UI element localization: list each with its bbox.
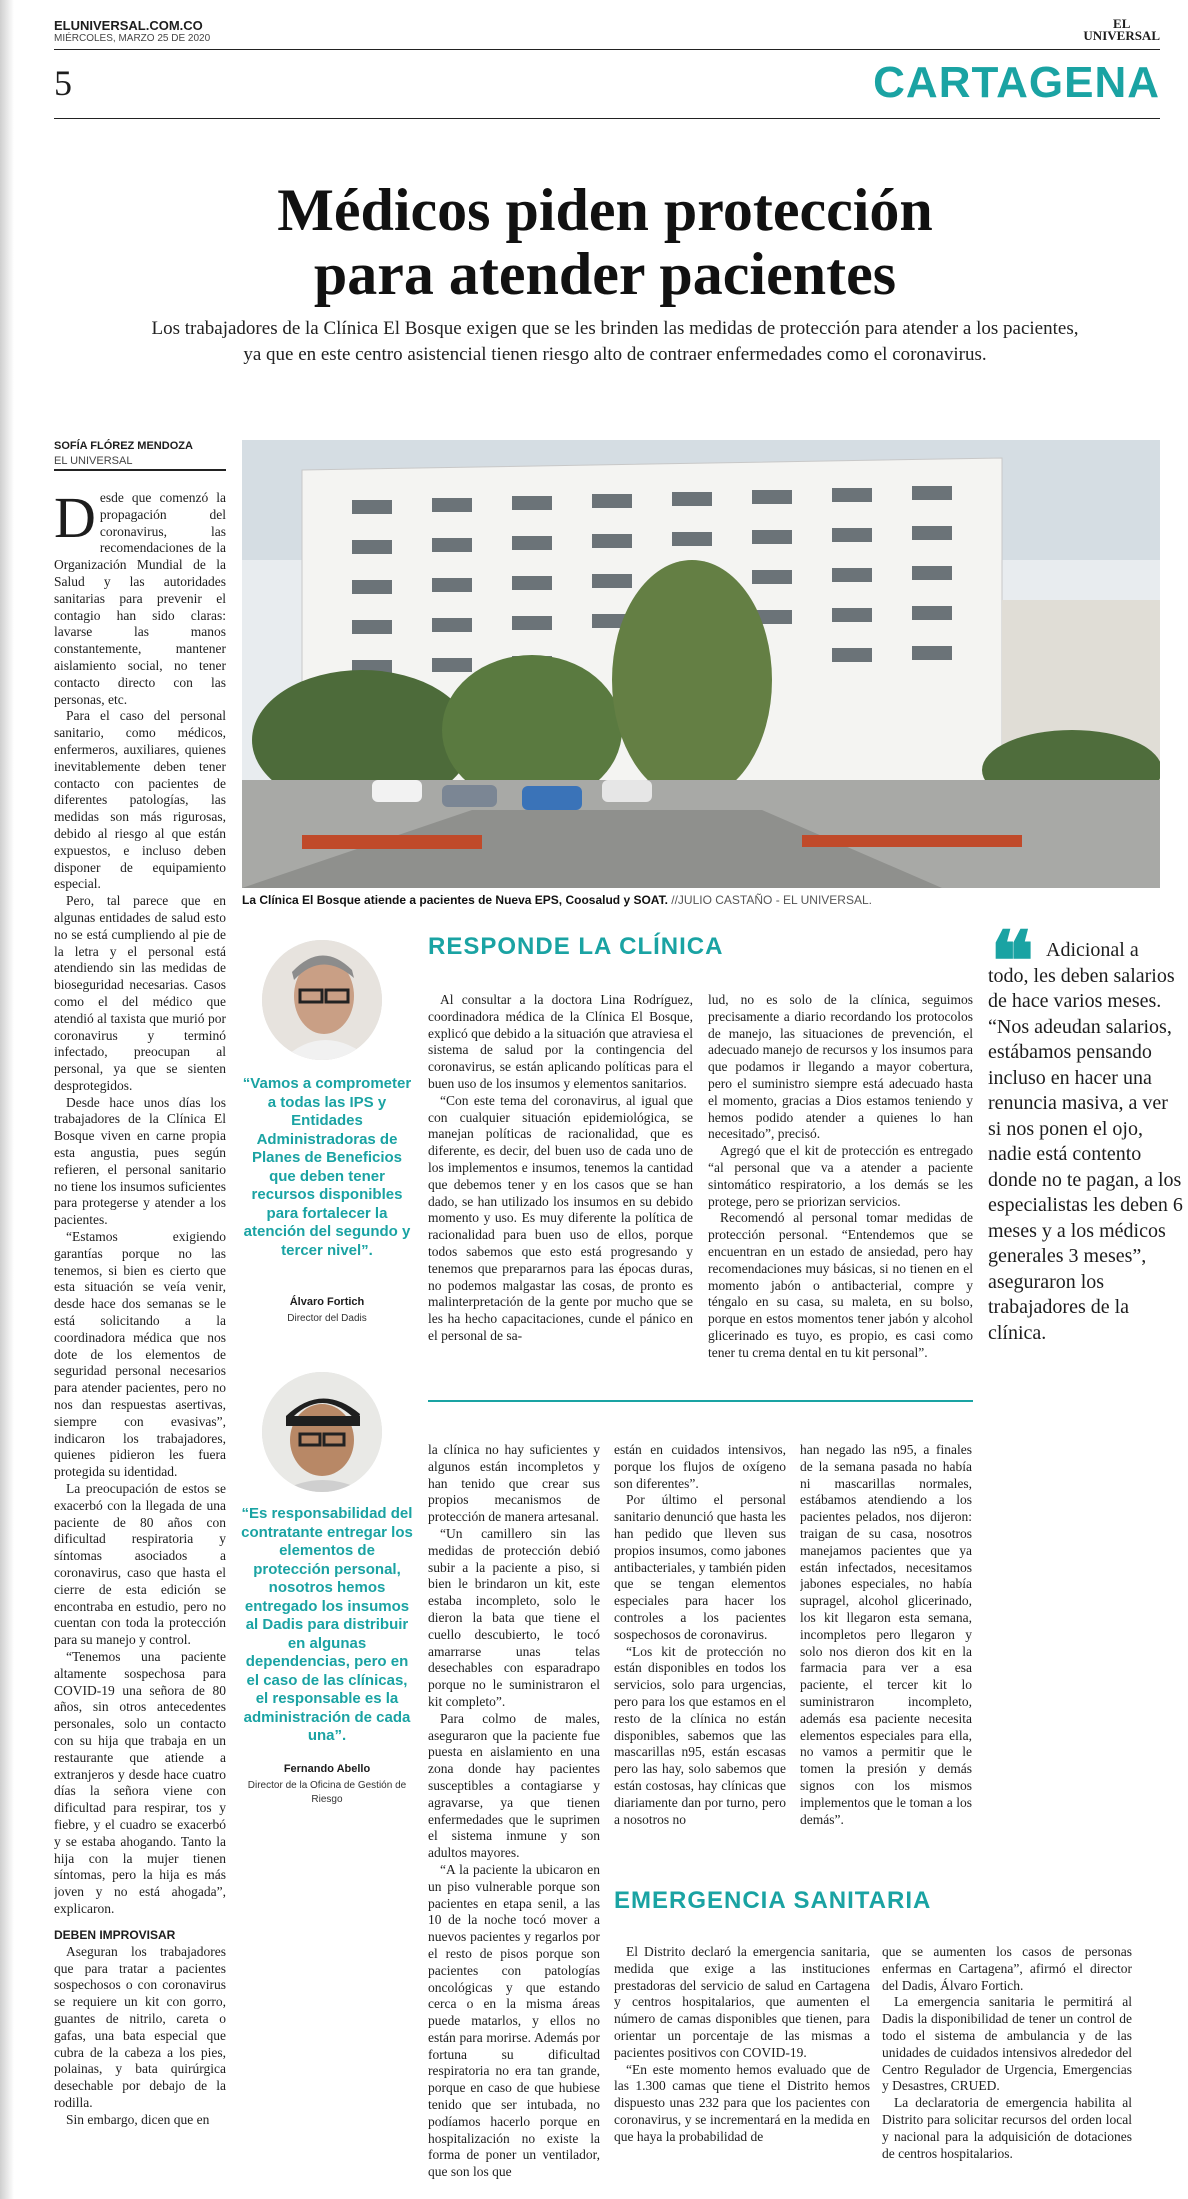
quote-fortich-name: Álvaro Fortich xyxy=(289,1296,365,1308)
logo-line-2: UNIVERSAL xyxy=(1083,28,1160,43)
photo-caption xyxy=(242,893,872,907)
box1-paragraph: Recomendó al personal tomar medidas de protección personal. “Entendemos que se encuentran en un estado de ansiedad, pero hay recomendaciones muy básicas, si no tienen en el momento jabón o antibacterial, compre y téngalo en su casa, su maleta, en su bolso, porque en estos momentos tener jabón y alcohol glicerinado es tuyo, es propio, es casi como tener tu crema dental en tu kit personal”. xyxy=(708,1210,973,1360)
col1-paragraph: esde que comenzó la propagación del coronavirus, las recomendaciones de la Organización Mundial de la Salud y las autoridades sanitarias para prevenir el contagio han sido claras: lavarse las manos constantemente, mantener aislamiento social, no tener contacto directo con las personas, etc. xyxy=(54,490,226,707)
byline-rule xyxy=(54,469,226,471)
col1-paragraph: Desde hace unos días los trabajadores de la Clínica El Bosque viven en carne propia esta angustia, pues según refieren, el personal sanitario no tiene los insumos suficientes para protegerse y atender a los pacientes. xyxy=(54,1094,226,1228)
header-rule-top xyxy=(54,49,1160,50)
caption-text: La Clínica El Bosque atiende a pacientes de Nueva EPS, Coosalud y SOAT. xyxy=(242,893,668,907)
col4-paragraph: están en cuidados intensivos, porque los flujos de oxígeno son diferentes”. xyxy=(614,1442,786,1491)
newspaper-logo xyxy=(1083,18,1160,42)
caption-credit: //JULIO CASTAÑO - EL UNIVERSAL. xyxy=(671,893,872,907)
col5-paragraph: han negado las n95, a finales de la semana pasada no había ni mascarillas normales, estábamos atendiendo a los pacientes pelados, nos dijeron: traigan de su casa, nosotros manejamos pacientes que ya están infectados, necesitamos jabones especiales, no había supragel, alcohol glicerinado, los kit llegaron esta semana, incompletos pero llegaron y solo nos dieron dos kit en la farmacia para ver a esa paciente, el tercer kit lo suministraron incompleto, además esa paciente necesita elementos especiales para ella, no vamos a permitir que le tomen la presión y demás signos con los mismos implementos que le toman a los demás”. xyxy=(800,1442,972,1827)
box2-paragraph: La emergencia sanitaria le permitirá al Dadis la disponibilidad de tener un control de todo el sistema de ambulancia y de las unidades de cuidados intensivos alrededor del Centro Regulador de Urgencia, Emergencias y Desastres, CRUED. xyxy=(882,1994,1132,2094)
pullquote xyxy=(988,938,1184,1346)
quote-fortich-role: Director del Dadis xyxy=(287,1313,367,1324)
col1-paragraph: Pero, tal parece que en algunas entidades de salud esto no se está cumpliendo al pie de la letra y el personal está atendiendo sin las medidas de bioseguridad necesarias. Casos como el del médico que atendió al taxista que murió por coronavirus y terminó infectado, preocupan al personal, ya que se sienten desprotegidos. xyxy=(54,893,226,1093)
col1-paragraph: “Tenemos una paciente altamente sospechosa para COVID-19 una señora de 80 años, sin otros antecedentes personales, solo un contacto con su hija que trabaja en un restaurante que atiende a extranjeros y desde hace cuatro días la señora viene con dificultad para respirar, tos y fiebre, y el cuadro se exacerbó y se estaba ahogando. Tanto la hija con la mujer tienen síntomas, pero la hija es más joven y no está ahogada”, explicaron. xyxy=(54,1648,226,1916)
article-column-3 xyxy=(428,1442,600,2194)
quote-abello: “Es responsabilidad del contratante entregar los elementos de protección personal, nosotros hemos entregado los insumos al Dadis para distribuir en algunas dependencias, pero en el caso de las clínicas, el responsable es la administración de cada una”. xyxy=(241,1505,413,1744)
col3-paragraph: “A la paciente la ubicaron en un piso vulnerable porque son pacientes en etapa senil, a las 10 de la noche tocó mover a nuevos pacientes y regarlos por el resto de pisos porque son pacientes con patologías oncológicas y que estando cerca o en la misma áreas puede matarlos, y ellos no están para morirse. Además por fortuna su dificultad respiratoria no era tan grande, porque en caso de que hubiese tenido que ser intubada, no podíamos hacerlo porque en hospitalización no existe la forma de poner un ventilador, que son los que xyxy=(428,1861,600,2180)
box2-column-a xyxy=(614,1944,870,2194)
page-number: 5 xyxy=(54,63,72,103)
col3-paragraph: Para colmo de males, aseguraron que la paciente fue puesta en aislamiento en una zona donde hay pacientes susceptibles a contagiarse y agravarse, ya que tienen enfermedades que le suprimen el sistema inmune y son adultos mayores. xyxy=(428,1710,600,1861)
header-rule-bottom xyxy=(54,118,1160,119)
clinic-building-image xyxy=(242,440,1160,888)
quote-abello-name: Fernando Abello xyxy=(283,1763,371,1775)
box2-paragraph: El Distrito declaró la emergencia sanitaria, medida que exige a las instituciones prestadoras del servicio de salud en Cartagena y centros hospitalarios, que aumenten el número de camas disponibles que tienen, para orientar un porcentaje de las mismas a pacientes positivos con COVID-19. xyxy=(614,1944,870,2060)
headline-line-2: para atender pacientes xyxy=(313,241,897,307)
pullquote-mark-icon: ❝ xyxy=(990,917,1035,1008)
article-column-1 xyxy=(54,490,226,2190)
quote-abello-role: Director de la Oficina de Gestión de Riesgo xyxy=(247,1780,407,1805)
box1-heading: RESPONDE LA CLÍNICA xyxy=(428,933,724,960)
box1-paragraph: lud, no es solo de la clínica, seguimos precisamente a diario recordando los protocolos de manejo, las situaciones de prevención, el adecuado manejo de recursos y los insumos para que podamos ir llegando a mayor cobertura, pero el suministro siempre está adecuado hasta el momento, gracias a Dios estamos teniendo y hemos podido atender a quienes lo han necesitado”, precisó. xyxy=(708,992,973,1142)
col4-paragraph: “Los kit de protección no están disponibles en todos los servicios, solo para urgencias, pero para los que estamos en el resto de la clínica no están disponibles, sabemos que las mascarillas n95, están escasas pero las hay, solo sabemos que están costosas, hay clínicas que diariamente dan por turno, pero a nosotros no xyxy=(614,1643,786,1827)
headline-line-1: Médicos piden protección xyxy=(277,177,933,243)
pullquote-text: Adicional a todo, les deben salarios de hace varios meses. “Nos adeudan salarios, estábamos pensando incluso en hacer una renuncia masiva, a ver si nos ponen el ojo, nadie está contento donde no te pagan, a los especialistas les deben 6 meses y a los médicos generales 3 meses”, aseguraron los trabajadores de la clínica. xyxy=(988,939,1183,1344)
box2-paragraph: “En este momento hemos evaluado que de las 1.300 camas que tiene el Distrito hemos dispuesto unas 232 para que los pacientes con coronavirus, y se incrementará en la medida en que haya la probabilidad de xyxy=(614,2061,870,2144)
box1-bottom-rule xyxy=(428,1400,973,1402)
box2-paragraph: que se aumenten los casos de personas enfermas en Cartagena”, afirmó el director del Dadis, Álvaro Fortich. xyxy=(882,1944,1132,1993)
author-outlet: EL UNIVERSAL xyxy=(54,455,133,467)
col1-paragraph: Para el caso del personal sanitario, como médicos, enfermeros, auxiliares, quienes inevitablemente deben tener contacto con pacientes de diferentes patologías, las medidas son más rigurosas, debido al riesgo al que están expuestos, e incluso deben disponer de equipamiento especial. xyxy=(54,708,226,892)
col1-paragraph: La preocupación de estos se exacerbó con la llegada de una paciente de 80 años con dificultad respiratoria y síntomas asociados a coronavirus, caso que hasta el cierre de esta edición se encontraba en estudio, pero no cuentan con toda la protección para su manejo y control. xyxy=(54,1481,226,1648)
box1-paragraph: Al consultar a la doctora Lina Rodríguez, coordinadora médica de la Clínica El Bosque, explicó que debido a la situación que atraviesa el sistema de salud por la contingencia del coronavirus, se están aplicando políticas para el buen uso de los insumos y elementos sanitarios. xyxy=(428,992,693,1091)
box2-heading: EMERGENCIA SANITARIA xyxy=(614,1887,932,1914)
quote-fortich: “Vamos a comprometer a todas las IPS y Entidades Administradoras de Planes de Beneficios que deben tener recursos disponibles para fortalecer la atención del segundo y tercer nivel”. xyxy=(242,1075,412,1259)
col4-paragraph: Por último el personal sanitario denunció que hasta les han pedido que lleven sus propios insumos, como jabones antibacteriales, y también piden que se tengan elementos especiales para hacer los controles a los pacientes sospechosos de coronavirus. xyxy=(614,1492,786,1642)
box1-paragraph: “Con este tema del coronavirus, al igual que con cualquier situación epidemiológica, se manejan políticas de racionalidad, que es diferente, es decir, del buen uso de cada uno de los implementos e insumos, tenemos la cantidad que debemos tener y en los casos que se han dado, se han utilizado los insumos en su debido momento y uso. Es muy diferente la política de racionalidad para buen uso de ellos, porque todos sabemos que esto está progresando y tenemos que prepararnos para las épocas duras, no podemos malgastar las cosas, de pronto es malinterpretación de la gente por mucho que se les ha hecho capacitaciones, cunde el pánico en el personal de sa- xyxy=(428,1092,693,1343)
site-url: ELUNIVERSAL.COM.CO xyxy=(54,18,203,33)
col3-paragraph: la clínica no hay suficientes y algunos están incompletos y han tenido que crear sus propios mecanismos de protección de manera artesanal. xyxy=(428,1442,600,1525)
box1-paragraph: Agregó que el kit de protección es entregado “al personal que va a atender a paciente sintomático respiratorio, a los demás se les protege, pero se priorizan servicios. xyxy=(708,1143,973,1209)
clinic-photo xyxy=(242,440,1160,888)
issue-date: MIÉRCOLES, MARZO 25 DE 2020 xyxy=(54,33,211,44)
logo-line-1: EL xyxy=(1113,16,1131,31)
box2-column-b xyxy=(882,1944,1132,2194)
article-column-5 xyxy=(800,1442,972,1852)
author-name: SOFÍA FLÓREZ MENDOZA xyxy=(54,440,193,452)
col1-paragraph: Aseguran los trabajadores que para tratar a pacientes sospechosos o con coronavirus se requiere un kit con gorro, guantes de nitrilo, careta o gafas, una bata especial que cubra de la cabeza a los pies, polainas, y bata quirúrgica desechable por debajo de la rodilla. xyxy=(54,1943,226,2110)
box1-column-a xyxy=(428,992,693,1412)
page-edge-shadow xyxy=(0,0,14,2199)
portrait-fernando-abello xyxy=(262,1372,382,1492)
portrait-alvaro-fortich xyxy=(262,940,382,1060)
subheadline: Los trabajadores de la Clínica El Bosque exigen que se les brinden las medidas de protección para atender a los pacientes, ya que en este centro asistencial tienen riesgo alto de contraer enfermedades como el coronavirus. xyxy=(151,318,1079,365)
headline xyxy=(60,178,1150,306)
article-column-4 xyxy=(614,1442,786,1852)
box1-column-b xyxy=(708,992,973,1412)
col1-paragraph: “Estamos exigiendo garantías porque no las tenemos, si bien es cierto que esta situación se veía venir, desde hace dos semanas se le está solicitando a la coordinadora médica que nos dote de los elementos de seguridad personal necesarios para atender pacientes, pero no nos dan respuestas asertivas, siempre con evasivas”, indicaron los trabajadores, quienes pidieron les fuera protegida su identidad. xyxy=(54,1229,226,1480)
box2-paragraph: La declaratoria de emergencia habilita al Distrito para solicitar recursos del orden local y nacional para la adquisición de dotaciones de centros hospitalarios. xyxy=(882,2095,1132,2161)
drop-cap: D xyxy=(54,490,96,550)
col1-paragraph: Sin embargo, dicen que en xyxy=(66,2111,210,2127)
col1-subheading: DEBEN IMPROVISAR xyxy=(54,1927,176,1942)
section-title: CARTAGENA xyxy=(873,58,1160,107)
col3-paragraph: “Un camillero sin las medidas de protección debió subir a la paciente a piso, si bien le brindaron un kit, este estaba incompleto, solo le dieron la bata que tiene el cuello descubierto, le tocó amarrarse unas telas desechables con esparadrapo porque no le suministraron el kit completo”. xyxy=(428,1525,600,1709)
